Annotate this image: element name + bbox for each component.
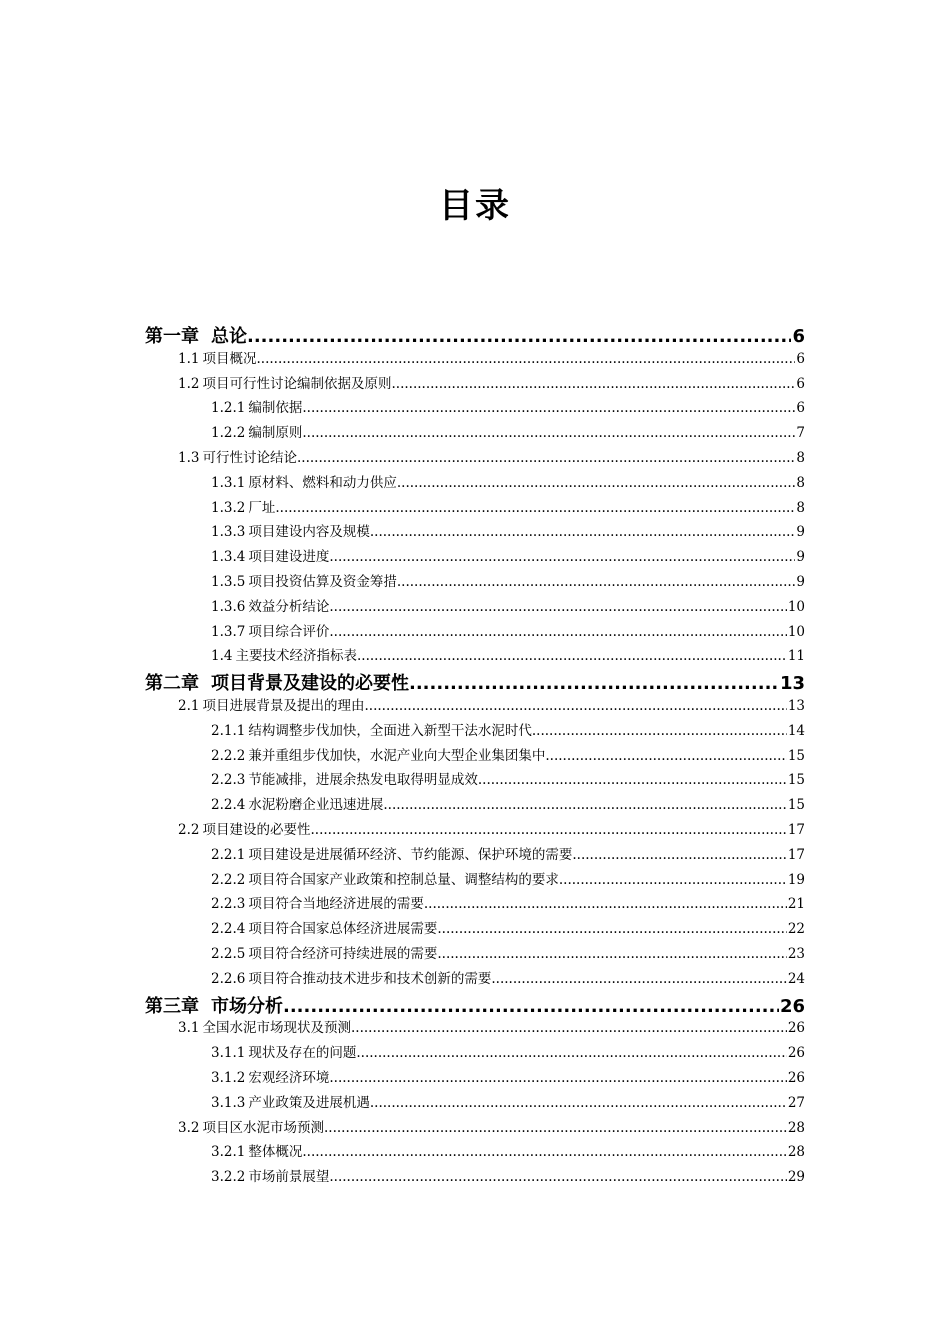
toc-entry-label: 主要技术经济指标表 [235,648,357,665]
toc-entry[interactable] [145,992,805,1018]
toc-entry[interactable] [211,1140,805,1160]
toc-entry-number: 2.1.1 [211,722,246,739]
toc-entry-page: 11 [787,648,805,665]
toc-entry-label: 项目建设内容及规模 [248,524,370,541]
toc-entry[interactable] [211,620,805,640]
toc-entry-number: 2.2.6 [211,970,246,987]
toc-leader-dots [545,748,786,764]
toc-entry-label: 厂址 [248,499,276,516]
toc-entry-number: 1.3.1 [211,474,246,491]
toc-entry-page: 21 [787,896,805,913]
toc-entry-number: 1.2 [178,375,200,392]
toc-leader-dots [302,400,795,416]
toc-leader-dots [329,1070,786,1086]
toc-entry-page: 15 [787,747,805,764]
toc-entry-number: 1.3.7 [211,623,246,640]
toc-entry[interactable] [211,1066,805,1086]
toc-entry-page: 6 [792,326,805,347]
toc-entry-number: 第三章 [145,995,199,1017]
toc-leader-dots [357,648,787,664]
toc-entry-page: 22 [787,921,805,938]
toc-entry[interactable] [178,1116,805,1136]
toc-entry-number: 1.1 [178,350,200,367]
toc-leader-dots [437,921,786,937]
toc-entry[interactable] [178,818,805,838]
toc-leader-dots [302,1144,786,1160]
toc-leader-dots [424,896,787,912]
toc-entry[interactable] [178,1016,805,1036]
toc-entry-label: 效益分析结论 [248,598,330,615]
toc-entry-page: 15 [787,797,805,814]
toc-entry[interactable] [211,768,805,788]
toc-entry-page: 14 [787,722,805,739]
toc-entry-number: 2.1 [178,698,200,714]
toc-entry[interactable] [178,694,805,714]
toc-entry-number: 3.2 [178,1119,200,1136]
toc-entry-number: 第一章 [145,326,199,347]
toc-entry-number: 2.2.4 [211,921,246,938]
toc-entry-label: 宏观经济环境 [248,1070,330,1086]
toc-entry-label: 项目概况 [202,350,257,367]
toc-entry-number: 1.3 [178,450,200,466]
toc-leader-dots [310,822,786,838]
toc-entry-label: 编制原则 [248,425,303,442]
toc-entry[interactable] [178,446,805,466]
toc-leader-dots [491,971,786,987]
toc-entry[interactable] [211,421,805,441]
toc-entry-label: 兼并重组步伐加快，水泥产业向大型企业集团集中 [248,747,546,764]
toc-entry-number: 1.2.1 [211,400,246,417]
toc-leader-dots [256,351,795,367]
toc-entry-number: 2.2 [178,822,200,838]
toc-entry-page: 6 [796,375,805,392]
toc-entry-page: 26 [787,1070,805,1086]
toc-entry-page: 28 [787,1144,805,1161]
toc-entry[interactable] [211,917,805,937]
toc-entry-label: 项目符合当地经济进展的需要 [248,896,424,913]
toc-entry-page: 29 [787,1169,805,1186]
toc-leader-dots [329,599,786,615]
toc-entry-label: 市场前景展望 [248,1169,330,1186]
toc-entry-number: 1.3.5 [211,574,246,590]
toc-entry-number: 2.2.3 [211,896,246,913]
toc-entry-number: 3.2.2 [211,1169,246,1186]
toc-entry[interactable] [211,396,805,416]
page-title: 目录 [439,186,511,226]
toc-entry-page: 24 [787,970,805,987]
toc-leader-dots [351,1020,787,1036]
toc-entry-page: 8 [796,474,805,491]
toc-leader-dots [329,549,795,565]
toc-leader-dots [370,524,796,540]
toc-leader-dots [297,450,795,466]
toc-entry-page: 23 [787,946,805,962]
toc-entry-number: 第二章 [145,673,199,695]
toc-entry-label: 水泥粉磨企业迅速进展 [248,797,384,814]
toc-entry-label: 项目符合国家产业政策和控制总量、调整结构的要求 [248,871,559,888]
toc-entry-number: 2.2.2 [211,871,246,888]
toc-entry-page: 27 [787,1094,805,1111]
toc-entry-number: 2.2.1 [211,846,246,863]
toc-entry[interactable] [211,892,805,912]
toc-entry[interactable] [211,719,805,739]
toc-entry-page: 7 [796,425,805,442]
toc-entry-label: 项目可行性讨论编制依据及原则 [202,375,392,392]
toc-entry-page: 26 [787,1020,805,1037]
toc-entry-label: 全国水泥市场现状及预测 [202,1020,351,1037]
toc-entry-page: 6 [796,400,805,417]
toc-entry-number: 2.2.2 [211,747,246,764]
toc-entry[interactable] [211,644,805,664]
toc-leader-dots [364,698,786,714]
toc-entry[interactable] [211,496,805,516]
toc-entry-page: 13 [779,673,805,695]
toc-entry-number: 3.1 [178,1020,200,1037]
toc-leader-dots [397,475,796,491]
toc-leader-dots [391,376,795,392]
toc-leader-dots [302,425,795,441]
toc-entry-label: 项目背景及建设的必要性 [211,673,409,695]
toc-entry-page: 9 [796,574,805,590]
toc-entry[interactable] [178,347,805,367]
toc-leader-dots [370,1095,787,1111]
toc-entry-number: 1.3.3 [211,524,246,541]
toc-entry-page: 26 [779,995,805,1017]
toc-entry-number: 1.4 [211,648,233,665]
toc-entry-number: 2.2.4 [211,797,246,814]
toc-entry[interactable] [211,744,805,764]
toc-entry-label: 编制依据 [248,400,303,417]
toc-entry-page: 13 [787,698,805,714]
toc-leader-dots [329,1169,786,1185]
toc-entry[interactable] [178,372,805,392]
toc-entry-page: 17 [787,846,805,863]
toc-entry-page: 10 [787,598,805,615]
toc-entry[interactable] [211,868,805,888]
toc-entry-number: 2.2.5 [211,946,246,962]
toc-entry[interactable] [211,793,805,813]
toc-entry-page: 26 [787,1045,805,1062]
toc-entry-page: 19 [787,871,805,888]
toc-entry-label: 项目建设进度 [248,549,330,566]
toc-entry-number: 1.2.2 [211,425,246,442]
toc-entry-label: 市场分析 [211,995,283,1017]
toc-entry-label: 项目符合国家总体经济进展需要 [248,921,438,938]
toc-entry-page: 17 [787,822,805,838]
toc-leader-dots [397,574,796,590]
toc-entry-label: 项目综合评价 [248,623,330,640]
toc-entry[interactable] [211,1091,805,1111]
toc-entry-label: 项目投资估算及资金筹措 [248,574,397,590]
toc-entry[interactable] [211,1041,805,1061]
toc-leader-dots [559,872,787,888]
toc-entry-label: 项目进展背景及提出的理由 [202,698,365,714]
toc-entry[interactable] [211,570,805,590]
toc-entry-page: 15 [787,772,805,789]
toc-entry-label: 项目符合推动技术进步和技术创新的需要 [248,970,492,987]
toc-entry[interactable] [211,520,805,540]
toc-entry-label: 产业政策及进展机遇 [248,1094,370,1111]
toc-leader-dots [409,673,779,694]
toc-entry[interactable] [211,942,805,962]
toc-entry-label: 项目区水泥市场预测 [202,1119,324,1136]
toc-entry-label: 总论 [211,326,247,347]
toc-leader-dots [478,772,787,788]
toc-entry-page: 8 [796,450,805,466]
toc-entry-label: 项目建设是进展循环经济、节约能源、保护环境的需要 [248,846,573,863]
toc-entry[interactable] [211,843,805,863]
toc-entry-label: 整体概况 [248,1144,303,1161]
toc-entry-page: 9 [796,549,805,566]
toc-leader-dots [275,500,795,516]
toc-leader-dots [383,797,786,813]
toc-entry-number: 3.1.3 [211,1094,246,1111]
toc-entry-page: 8 [796,499,805,516]
toc-entry-number: 1.3.2 [211,499,246,516]
toc-entry-label: 现状及存在的问题 [248,1045,357,1062]
toc-leader-dots [324,1120,787,1136]
toc-leader-dots [532,723,787,739]
toc-entry-label: 结构调整步伐加快，全面进入新型干法水泥时代 [248,722,532,739]
toc-entry-number: 3.1.1 [211,1045,246,1062]
toc-leader-dots [329,624,786,640]
toc-entry-label: 项目符合经济可持续进展的需要 [248,946,438,962]
toc-entry-page: 10 [787,623,805,640]
toc-entry-number: 1.3.6 [211,598,246,615]
toc-entry-label: 原材料、燃料和动力供应 [248,474,397,491]
toc-leader-dots [356,1045,786,1061]
toc-entry[interactable] [211,1165,805,1185]
toc-leader-dots [247,326,791,347]
toc-entry-number: 1.3.4 [211,549,246,566]
toc-entry-number: 2.2.3 [211,772,246,789]
toc-entry-page: 9 [796,524,805,541]
toc-leader-dots [572,847,786,863]
toc-entry[interactable] [211,967,805,987]
toc-entry-number: 3.1.2 [211,1070,246,1086]
toc-entry[interactable] [145,322,805,348]
toc-leader-dots [437,946,786,962]
toc-entry[interactable] [211,471,805,491]
toc-entry-number: 3.2.1 [211,1144,246,1161]
toc-entry[interactable] [145,669,805,695]
toc-entry[interactable] [211,595,805,615]
toc-entry-label: 可行性讨论结论 [202,450,297,466]
toc-entry[interactable] [211,545,805,565]
toc-entry-label: 节能减排，进展余热发电取得明显成效 [248,772,478,789]
toc-entry-label: 项目建设的必要性 [202,822,311,838]
toc-entry-page: 6 [796,350,805,367]
toc-entry-page: 28 [787,1119,805,1136]
toc-leader-dots [283,996,779,1017]
